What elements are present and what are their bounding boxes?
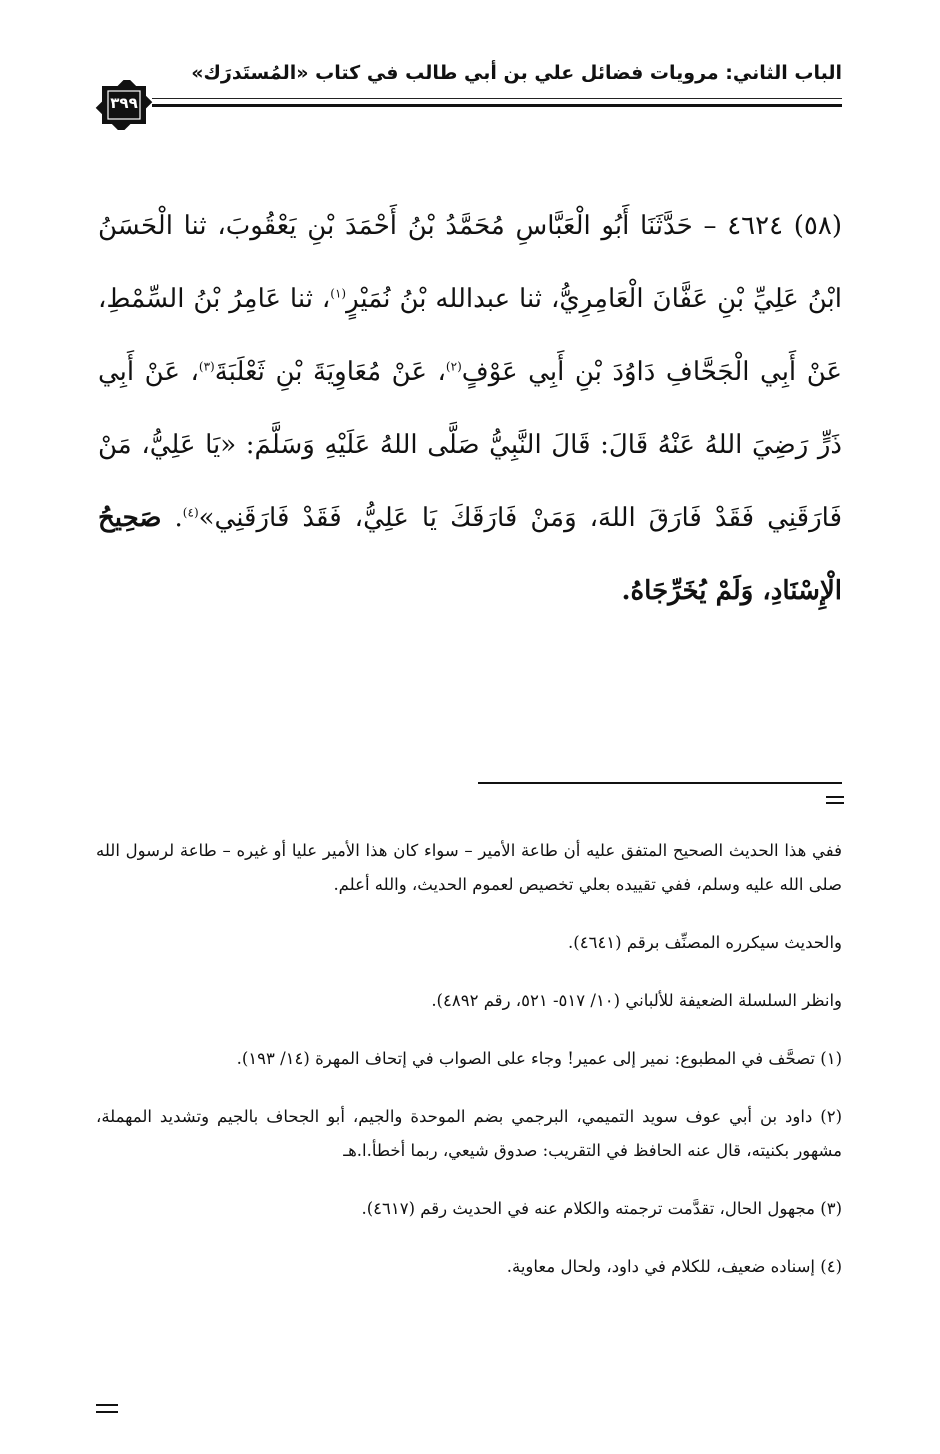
footnote-continuation: ففي هذا الحديث الصحيح المتفق عليه أن طاعة الأمير – سواء كان هذا الأمير عليا أو غيره – طاعة لرسول الله صلى الله عليه وسلم، ففي تقييده بعلي تخصيص لعموم الحديث، والله أعلم. bbox=[96, 841, 842, 894]
end-continuation-mark bbox=[96, 1404, 118, 1416]
end-mark-text bbox=[96, 1400, 97, 1401]
header-rule-thin bbox=[152, 98, 842, 99]
footnote-ref-3[interactable]: (٣) bbox=[198, 359, 215, 374]
hadith-text-3: ، عَنْ مُعَاوِيَةَ بْنِ ثَعْلَبَةَ bbox=[214, 357, 446, 387]
page-number-badge bbox=[88, 80, 160, 130]
footnote-cross-reference: والحديث سيكرره المصنِّف برقم (٤٦٤١). bbox=[568, 933, 842, 952]
footnote-ref-1[interactable]: (١) bbox=[330, 286, 347, 301]
hadith-text-2: ، ثنا عَامِرُ بْنُ السِّمْطِ، عَنْ أَبِي الْجَحَّافِ دَاوُدَ بْنِ أَبِي عَوْفٍ bbox=[98, 284, 842, 387]
continuation-mark-text bbox=[843, 788, 844, 789]
authenticity-verdict: صَحِيحُ الْإِسْنَادِ، وَلَمْ يُخَرِّجَاهُ. bbox=[98, 503, 842, 606]
footnote-ref-2[interactable]: (٢) bbox=[445, 359, 462, 374]
header-rule-thick bbox=[152, 104, 842, 107]
footnote-see-also: وانظر السلسلة الضعيفة للألباني (١٠/ ٥١٧- ٥٢١، رقم ٤٨٩٢). bbox=[431, 991, 842, 1010]
hadith-text bbox=[98, 190, 842, 628]
hadith-text-5: . bbox=[161, 503, 183, 533]
footnote-3: (٣) مجهول الحال، تقدَّمت ترجمته والكلام عنه في الحديث رقم (٤٦١٧). bbox=[361, 1199, 842, 1218]
chapter-title: الباب الثاني: مرويات فضائل علي بن أبي طالب في كتاب «المُستَدرَك» bbox=[191, 62, 842, 84]
footnote-1: (١) تصحَّف في المطبوع: نمير إلى عمير! وجاء على الصواب في إتحاف المهرة (١٤/ ١٩٣). bbox=[236, 1049, 842, 1068]
footnote-separator bbox=[478, 782, 842, 784]
footnotes bbox=[96, 834, 842, 1308]
hadith-text-1: (٥٨) ٤٦٢٤ – حَدَّثَنَا أَبُو الْعَبَّاسِ مُحَمَّدُ بْنُ أَحْمَدَ بْنِ يَعْقُوبَ، ثنا الْحَسَنُ ابْنُ عَلِيِّ بْنِ عَفَّانَ الْعَامِرِيُّ، ثنا عبدالله بْنُ نُمَيْرٍ bbox=[98, 211, 842, 314]
hadith-text-4: ، عَنْ أَبِي ذَرٍّ رَضِيَ اللهُ عَنْهُ قَالَ: قَالَ النَّبِيُّ صَلَّى اللهُ عَلَيْهِ وَسَلَّمَ: «يَا عَلِيُّ، مَنْ فَارَقَنِي فَقَدْ فَارَقَ اللهَ، وَمَنْ فَارَقَكَ يَا عَلِيُّ، فَقَدْ فَارَقَنِي» bbox=[98, 357, 842, 533]
footnote-2: (٢) داود بن أبي عوف سويد التميمي، البرجمي بضم الموحدة والجيم، أبو الجحاف بالجيم وتشديد المهملة، مشهور بكنيته، قال عنه الحافظ في التقريب: صدوق شيعي، ربما أخطأ.ا.هـ bbox=[96, 1107, 842, 1160]
footnote-4: (٤) إسناده ضعيف، للكلام في داود، ولحال معاوية. bbox=[506, 1257, 842, 1276]
page-number: ٣٩٩ bbox=[110, 94, 138, 112]
continuation-mark bbox=[826, 796, 844, 806]
footnote-ref-4[interactable]: (٤) bbox=[182, 505, 199, 520]
running-header bbox=[90, 62, 842, 102]
